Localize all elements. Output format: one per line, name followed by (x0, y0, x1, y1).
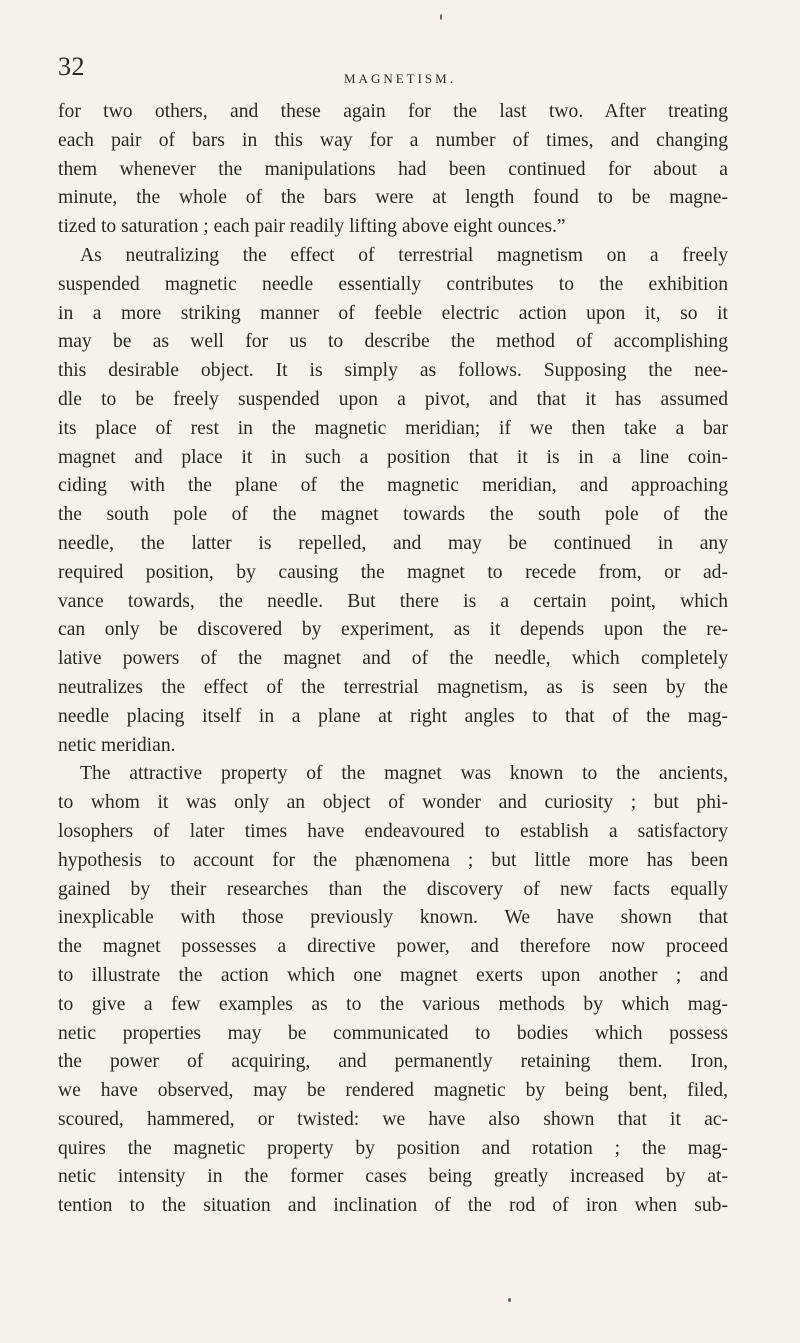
text-line: may be as well for us to describe the method of accomplishing (58, 331, 728, 353)
text-line: this desirable object. It is simply as follows. Supposing the nee- (58, 360, 728, 382)
text-line: the magnet possesses a directive power, and therefore now proceed (58, 936, 728, 958)
text-line: them whenever the manipulations had been continued for about a (58, 158, 728, 180)
body-text (58, 98, 728, 1221)
ink-speck (440, 14, 442, 20)
text-line: As neutralizing the effect of terrestrial magnetism on a freely (80, 244, 728, 266)
text-line: its place of rest in the magnetic meridian; if we then take a bar (58, 417, 728, 439)
text-line: can only be discovered by experiment, as it depends upon the re- (58, 619, 728, 641)
text-line: neutralizes the effect of the terrestrial magnetism, as is seen by the (58, 676, 728, 698)
text-line: required position, by causing the magnet to recede from, or ad- (58, 561, 728, 583)
text-line: vance towards, the needle. But there is a certain point, which (58, 590, 728, 612)
text-line: dle to be freely suspended upon a pivot, and that it has assumed (58, 388, 728, 410)
paragraph (58, 98, 728, 242)
text-line: we have observed, may be rendered magnetic by being bent, filed, (58, 1080, 728, 1102)
text-line: netic meridian. (58, 734, 176, 756)
paragraph (58, 760, 728, 1221)
text-line: to whom it was only an object of wonder and curiosity ; but phi- (58, 792, 728, 814)
text-line: The attractive property of the magnet was known to the ancients, (80, 763, 728, 785)
text-line: hypothesis to account for the phænomena ; but little more has been (58, 849, 728, 871)
running-title: MAGNETISM. (344, 71, 456, 86)
text-line: netic properties may be communicated to bodies which possess (58, 1022, 728, 1044)
text-line: minute, the whole of the bars were at length found to be magne- (58, 187, 728, 209)
text-line: needle, the latter is repelled, and may be continued in any (58, 532, 728, 554)
text-line: for two others, and these again for the last two. After treating (58, 101, 728, 122)
ink-speck (508, 1298, 511, 1302)
text-line: tized to saturation ; each pair readily lifting above eight ounces.” (58, 216, 566, 238)
text-line: inexplicable with those previously known. We have shown that (58, 907, 728, 929)
text-line: needle placing itself in a plane at right angles to that of the mag- (58, 705, 728, 727)
text-line: to illustrate the action which one magnet exerts upon another ; and (58, 964, 728, 986)
paragraph (58, 242, 728, 760)
running-head (0, 52, 800, 92)
text-line: gained by their researches than the discovery of new facts equally (58, 878, 728, 900)
text-line: losophers of later times have endeavoured to establish a satisfactory (58, 820, 728, 842)
text-line: in a more striking manner of feeble electric action upon it, so it (58, 302, 728, 324)
text-line: to give a few examples as to the various methods by which mag- (58, 993, 728, 1015)
text-line: the power of acquiring, and permanently retaining them. Iron, (58, 1051, 728, 1073)
text-line: scoured, hammered, or twisted: we have also shown that it ac- (58, 1108, 728, 1130)
text-line: each pair of bars in this way for a number of times, and changing (58, 129, 728, 151)
text-line: netic intensity in the former cases being greatly increased by at- (58, 1166, 728, 1188)
text-line: suspended magnetic needle essentially contributes to the exhibition (58, 273, 728, 295)
text-line: quires the magnetic property by position and rotation ; the mag- (58, 1137, 728, 1159)
text-line: the south pole of the magnet towards the south pole of the (58, 504, 728, 526)
text-line: magnet and place it in such a position that it is in a line coin- (58, 446, 728, 468)
text-line: lative powers of the magnet and of the needle, which completely (58, 648, 728, 670)
page-number: 32 (58, 52, 85, 81)
text-line: tention to the situation and inclination of the rod of iron when sub- (58, 1195, 728, 1217)
text-line: ciding with the plane of the magnetic meridian, and approaching (58, 475, 728, 497)
